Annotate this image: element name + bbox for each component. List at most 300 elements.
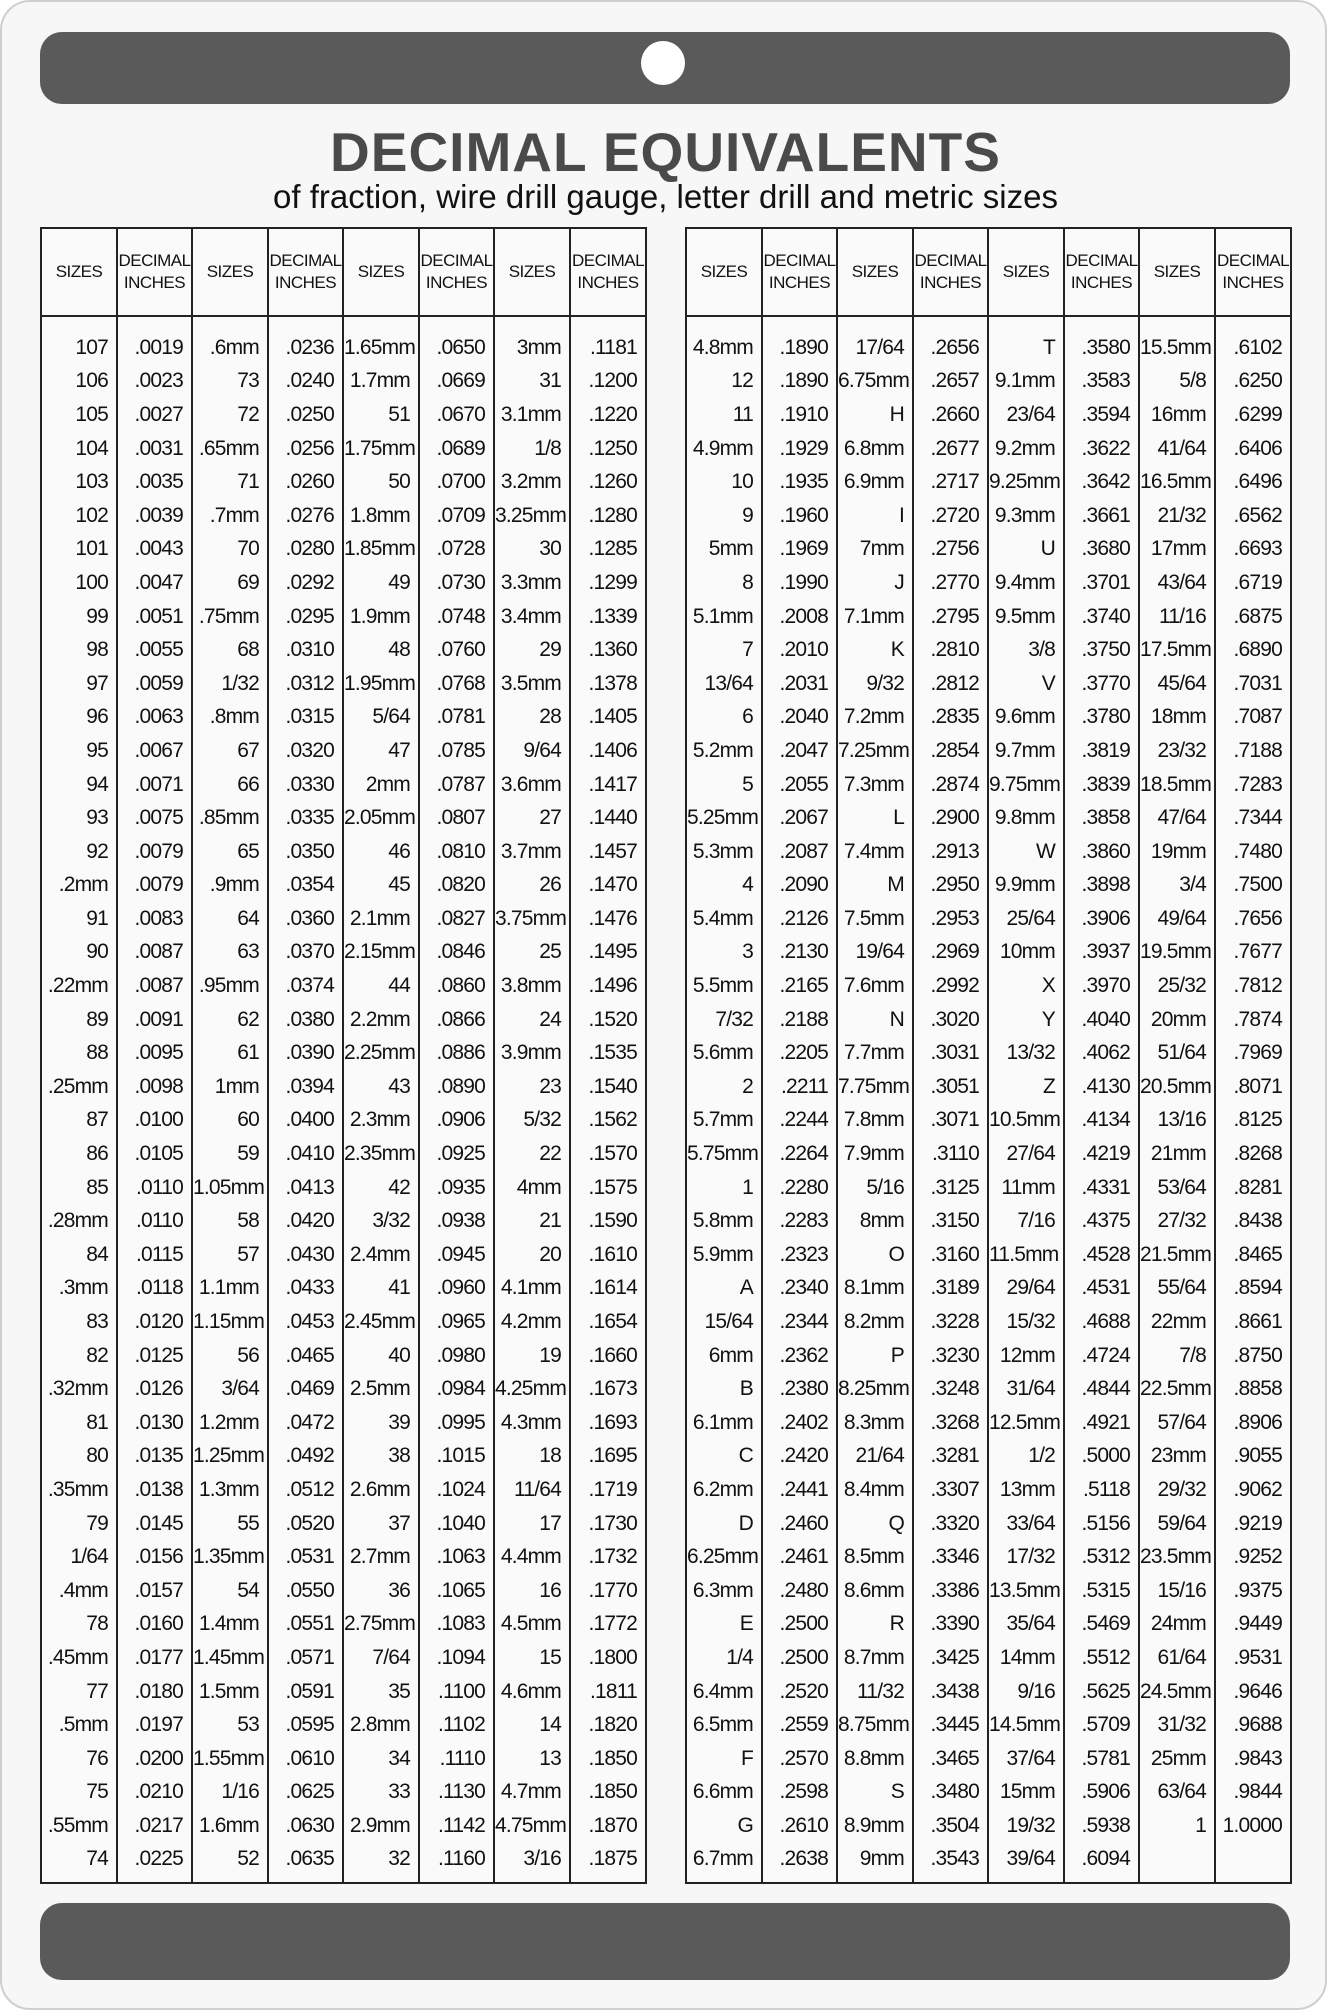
decimal-cell: .2570 — [762, 1742, 837, 1776]
size-cell: B — [686, 1372, 762, 1406]
size-cell: .8mm — [192, 701, 268, 735]
size-cell: .75mm — [192, 600, 268, 634]
size-cell: R — [837, 1608, 913, 1642]
size-cell: 1.35mm — [192, 1540, 268, 1574]
size-cell: 42 — [343, 1171, 419, 1205]
decimal-cell: .5000 — [1064, 1440, 1139, 1474]
size-cell: 3.3mm — [494, 566, 570, 600]
right-table-body — [686, 316, 1291, 1883]
decimal-cell: .0145 — [117, 1507, 192, 1541]
size-cell: 3/16 — [494, 1843, 570, 1883]
decimal-cell: .2500 — [762, 1641, 837, 1675]
size-cell: 15/16 — [1139, 1574, 1215, 1608]
decimal-cell: .0118 — [117, 1272, 192, 1306]
size-cell: 11mm — [988, 1171, 1064, 1205]
size-cell: 8.9mm — [837, 1809, 913, 1843]
table-row — [41, 1776, 646, 1810]
decimal-cell: .3780 — [1064, 701, 1139, 735]
size-cell: 70 — [192, 533, 268, 567]
size-cell: 59 — [192, 1137, 268, 1171]
table-row — [686, 316, 1291, 365]
size-cell: 9.5mm — [988, 600, 1064, 634]
size-cell: 25mm — [1139, 1742, 1215, 1776]
decimal-cell: .2950 — [913, 869, 988, 903]
header-sizes: SIZES — [343, 228, 419, 316]
size-cell: 51/64 — [1139, 1036, 1215, 1070]
table-row — [41, 1036, 646, 1070]
decimal-cell: .1040 — [419, 1507, 494, 1541]
size-cell: 17/64 — [837, 316, 913, 365]
decimal-cell: .5118 — [1064, 1473, 1139, 1507]
size-cell: O — [837, 1238, 913, 1272]
decimal-cell: .3480 — [913, 1776, 988, 1810]
decimal-cell: .6875 — [1215, 600, 1291, 634]
table-row — [686, 600, 1291, 634]
size-cell: 4.6mm — [494, 1675, 570, 1709]
size-cell: .25mm — [41, 1070, 117, 1104]
size-cell: 7/32 — [686, 1003, 762, 1037]
size-cell: 1.75mm — [343, 432, 419, 466]
size-cell: 1.3mm — [192, 1473, 268, 1507]
size-cell: 3.9mm — [494, 1036, 570, 1070]
size-cell: 1.05mm — [192, 1171, 268, 1205]
decimal-cell: .2500 — [762, 1608, 837, 1642]
size-cell: 11/32 — [837, 1675, 913, 1709]
decimal-cell: .0360 — [268, 902, 343, 936]
table-row — [41, 1272, 646, 1306]
decimal-cell: .0023 — [117, 365, 192, 399]
table-row — [686, 835, 1291, 869]
size-cell: 15.5mm — [1139, 316, 1215, 365]
table-row — [686, 566, 1291, 600]
decimal-cell: .3031 — [913, 1036, 988, 1070]
table-row — [41, 398, 646, 432]
table-row — [41, 1742, 646, 1776]
size-cell: 4.8mm — [686, 316, 762, 365]
size-cell: 1.8mm — [343, 499, 419, 533]
decimal-cell: .3594 — [1064, 398, 1139, 432]
size-cell: X — [988, 969, 1064, 1003]
decimal-cell: .1590 — [570, 1204, 646, 1238]
table-row — [686, 1440, 1291, 1474]
decimal-cell: .0180 — [117, 1675, 192, 1709]
decimal-cell: .3160 — [913, 1238, 988, 1272]
size-cell: 23mm — [1139, 1440, 1215, 1474]
decimal-cell: .0551 — [268, 1608, 343, 1642]
size-cell: 3mm — [494, 316, 570, 365]
size-cell: 7.5mm — [837, 902, 913, 936]
decimal-cell: .1406 — [570, 734, 646, 768]
decimal-cell: .0079 — [117, 869, 192, 903]
table-header-row — [41, 228, 646, 316]
size-cell: 4.7mm — [494, 1776, 570, 1810]
decimal-cell: .3189 — [913, 1272, 988, 1306]
decimal-cell: .0295 — [268, 600, 343, 634]
table-row — [686, 1473, 1291, 1507]
size-cell: 9/16 — [988, 1675, 1064, 1709]
decimal-cell: .2657 — [913, 365, 988, 399]
size-cell: 2.05mm — [343, 801, 419, 835]
table-row — [686, 365, 1291, 399]
size-cell: 4.3mm — [494, 1406, 570, 1440]
size-cell: 49/64 — [1139, 902, 1215, 936]
size-cell: 74 — [41, 1843, 117, 1883]
size-cell: 81 — [41, 1406, 117, 1440]
header-sizes: SIZES — [686, 228, 762, 316]
decimal-cell: .9055 — [1215, 1440, 1291, 1474]
decimal-cell: .1065 — [419, 1574, 494, 1608]
table-row — [41, 533, 646, 567]
size-cell: 35 — [343, 1675, 419, 1709]
size-cell: .4mm — [41, 1574, 117, 1608]
size-cell: 7.8mm — [837, 1104, 913, 1138]
decimal-cell: .4531 — [1064, 1272, 1139, 1306]
size-cell: 41/64 — [1139, 432, 1215, 466]
decimal-cell: .2008 — [762, 600, 837, 634]
size-cell: 72 — [192, 398, 268, 432]
size-cell: 61 — [192, 1036, 268, 1070]
decimal-cell: .2874 — [913, 768, 988, 802]
size-cell: 1/16 — [192, 1776, 268, 1810]
table-row — [41, 1507, 646, 1541]
decimal-cell: .7344 — [1215, 801, 1291, 835]
table-row — [686, 1641, 1291, 1675]
size-cell: 7/16 — [988, 1204, 1064, 1238]
decimal-cell: .0728 — [419, 533, 494, 567]
decimal-cell: .0669 — [419, 365, 494, 399]
decimal-cell: .0087 — [117, 969, 192, 1003]
size-cell: 89 — [41, 1003, 117, 1037]
table-row — [686, 1574, 1291, 1608]
decimal-cell: .1910 — [762, 398, 837, 432]
decimal-cell: .7500 — [1215, 869, 1291, 903]
size-cell: F — [686, 1742, 762, 1776]
left-table-body — [41, 316, 646, 1883]
decimal-cell: .3465 — [913, 1742, 988, 1776]
decimal-cell: .0531 — [268, 1540, 343, 1574]
size-cell: 105 — [41, 398, 117, 432]
decimal-cell: .0469 — [268, 1372, 343, 1406]
size-cell: 55 — [192, 1507, 268, 1541]
decimal-cell: .0225 — [117, 1843, 192, 1883]
size-cell: 7 — [686, 633, 762, 667]
decimal-cell: .0098 — [117, 1070, 192, 1104]
decimal-cell: .3150 — [913, 1204, 988, 1238]
table-row — [41, 1473, 646, 1507]
decimal-cell: .3819 — [1064, 734, 1139, 768]
size-cell: 31/32 — [1139, 1708, 1215, 1742]
size-cell: 21mm — [1139, 1137, 1215, 1171]
size-cell: 2.6mm — [343, 1473, 419, 1507]
table-row — [41, 768, 646, 802]
decimal-cell: .0095 — [117, 1036, 192, 1070]
size-cell: 5/16 — [837, 1171, 913, 1205]
size-cell: Z — [988, 1070, 1064, 1104]
size-cell: 22mm — [1139, 1305, 1215, 1339]
decimal-cell: .0610 — [268, 1742, 343, 1776]
decimal-cell: .0083 — [117, 902, 192, 936]
decimal-cell: .9449 — [1215, 1608, 1291, 1642]
size-cell: 4 — [686, 869, 762, 903]
decimal-cell: .3438 — [913, 1675, 988, 1709]
decimal-cell: .1476 — [570, 902, 646, 936]
table-row — [41, 1238, 646, 1272]
table-row — [41, 1440, 646, 1474]
size-cell: 7.6mm — [837, 969, 913, 1003]
size-cell: 9.8mm — [988, 801, 1064, 835]
size-cell: .22mm — [41, 969, 117, 1003]
decimal-cell: .5512 — [1064, 1641, 1139, 1675]
decimal-cell: .2126 — [762, 902, 837, 936]
decimal-cell: .3680 — [1064, 533, 1139, 567]
decimal-cell: .1260 — [570, 465, 646, 499]
decimal-cell: .1960 — [762, 499, 837, 533]
size-cell: 27 — [494, 801, 570, 835]
hanging-hole — [641, 41, 685, 85]
decimal-cell: .4040 — [1064, 1003, 1139, 1037]
decimal-cell: .2010 — [762, 633, 837, 667]
decimal-cell: .2055 — [762, 768, 837, 802]
size-cell: 62 — [192, 1003, 268, 1037]
decimal-cell: .0320 — [268, 734, 343, 768]
decimal-cell: .0075 — [117, 801, 192, 835]
decimal-cell: .2165 — [762, 969, 837, 1003]
size-cell: 6.9mm — [837, 465, 913, 499]
table-row — [686, 1608, 1291, 1642]
decimal-cell: .0079 — [117, 835, 192, 869]
size-cell: 20 — [494, 1238, 570, 1272]
decimal-cell: .0087 — [117, 936, 192, 970]
decimal-cell: .3020 — [913, 1003, 988, 1037]
size-cell: 100 — [41, 566, 117, 600]
decimal-cell: .8281 — [1215, 1171, 1291, 1205]
size-cell: 32 — [343, 1843, 419, 1883]
decimal-cell: .4688 — [1064, 1305, 1139, 1339]
size-cell: 7.75mm — [837, 1070, 913, 1104]
decimal-cell: .0031 — [117, 432, 192, 466]
decimal-cell: .0886 — [419, 1036, 494, 1070]
size-cell: 23.5mm — [1139, 1540, 1215, 1574]
decimal-cell: .1360 — [570, 633, 646, 667]
table-row — [686, 1238, 1291, 1272]
decimal-cell: .0995 — [419, 1406, 494, 1440]
size-cell: 1/4 — [686, 1641, 762, 1675]
decimal-cell: .1015 — [419, 1440, 494, 1474]
decimal-cell: .0177 — [117, 1641, 192, 1675]
table-row — [686, 1036, 1291, 1070]
decimal-cell: .0430 — [268, 1238, 343, 1272]
decimal-cell: .0709 — [419, 499, 494, 533]
size-cell: 20mm — [1139, 1003, 1215, 1037]
table-row — [686, 432, 1291, 466]
size-cell: 3.7mm — [494, 835, 570, 869]
size-cell: M — [837, 869, 913, 903]
table-row — [686, 1406, 1291, 1440]
decimal-cell: .1850 — [570, 1776, 646, 1810]
decimal-cell: .0312 — [268, 667, 343, 701]
decimal-cell: .2362 — [762, 1339, 837, 1373]
decimal-cell: .3839 — [1064, 768, 1139, 802]
decimal-cell: .3937 — [1064, 936, 1139, 970]
decimal-cell: .9375 — [1215, 1574, 1291, 1608]
size-cell: 4.5mm — [494, 1608, 570, 1642]
decimal-cell: .7031 — [1215, 667, 1291, 701]
decimal-cell: .0110 — [117, 1171, 192, 1205]
size-cell: 41 — [343, 1272, 419, 1306]
size-cell: 6.2mm — [686, 1473, 762, 1507]
table-row — [686, 902, 1291, 936]
decimal-cell: .9646 — [1215, 1675, 1291, 1709]
size-cell: 65 — [192, 835, 268, 869]
table-row — [686, 1070, 1291, 1104]
bottom-band — [40, 1903, 1290, 1980]
size-cell: 11.5mm — [988, 1238, 1064, 1272]
size-cell: 2.45mm — [343, 1305, 419, 1339]
decimal-cell: .3580 — [1064, 316, 1139, 365]
size-cell: 46 — [343, 835, 419, 869]
size-cell: A — [686, 1272, 762, 1306]
decimal-cell: .6562 — [1215, 499, 1291, 533]
decimal-cell: .1063 — [419, 1540, 494, 1574]
header-decimal-inches: DECIMAL INCHES — [117, 228, 192, 316]
decimal-cell: .2677 — [913, 432, 988, 466]
decimal-cell: .3661 — [1064, 499, 1139, 533]
size-cell: 93 — [41, 801, 117, 835]
decimal-cell: .8858 — [1215, 1372, 1291, 1406]
table-row — [686, 465, 1291, 499]
size-cell: 6.3mm — [686, 1574, 762, 1608]
decimal-cell: .1280 — [570, 499, 646, 533]
size-cell: 8.2mm — [837, 1305, 913, 1339]
decimal-cell: .1660 — [570, 1339, 646, 1373]
decimal-cell: .3750 — [1064, 633, 1139, 667]
decimal-cell: .6496 — [1215, 465, 1291, 499]
decimal-cell: .2087 — [762, 835, 837, 869]
table-row — [686, 1708, 1291, 1742]
size-cell: 39 — [343, 1406, 419, 1440]
size-cell: 51 — [343, 398, 419, 432]
decimal-cell: .2480 — [762, 1574, 837, 1608]
table-row — [41, 1204, 646, 1238]
decimal-cell: .2854 — [913, 734, 988, 768]
page-subtitle: of fraction, wire drill gauge, letter drill and metric sizes — [273, 178, 1058, 215]
size-cell: 28 — [494, 701, 570, 735]
size-cell: .7mm — [192, 499, 268, 533]
decimal-cell: .0160 — [117, 1608, 192, 1642]
size-cell: 1 — [1139, 1809, 1215, 1843]
size-cell: 13/16 — [1139, 1104, 1215, 1138]
decimal-cell: .0625 — [268, 1776, 343, 1810]
size-cell: 5/8 — [1139, 365, 1215, 399]
decimal-cell: .0760 — [419, 633, 494, 667]
size-cell: 11/64 — [494, 1473, 570, 1507]
size-cell: 1.85mm — [343, 533, 419, 567]
size-cell: 77 — [41, 1675, 117, 1709]
table-row — [686, 768, 1291, 802]
size-cell: 9.3mm — [988, 499, 1064, 533]
size-cell: 8.7mm — [837, 1641, 913, 1675]
size-cell: 9.7mm — [988, 734, 1064, 768]
decimal-cell: .2610 — [762, 1809, 837, 1843]
decimal-cell: .3642 — [1064, 465, 1139, 499]
decimal-cell: .1875 — [570, 1843, 646, 1883]
size-cell: 9.75mm — [988, 768, 1064, 802]
size-cell: 5.75mm — [686, 1137, 762, 1171]
decimal-cell: .0330 — [268, 768, 343, 802]
decimal-cell: .1100 — [419, 1675, 494, 1709]
size-cell: 92 — [41, 835, 117, 869]
size-cell: 6.8mm — [837, 432, 913, 466]
decimal-cell — [1215, 1843, 1291, 1883]
table-row — [686, 398, 1291, 432]
size-cell: 5 — [686, 768, 762, 802]
size-cell: 40 — [343, 1339, 419, 1373]
size-cell: 3/64 — [192, 1372, 268, 1406]
size-cell: 73 — [192, 365, 268, 399]
size-cell: 69 — [192, 566, 268, 600]
size-cell: 43/64 — [1139, 566, 1215, 600]
table-row — [41, 801, 646, 835]
decimal-cell: .3281 — [913, 1440, 988, 1474]
table-row — [686, 734, 1291, 768]
size-cell: 7.2mm — [837, 701, 913, 735]
decimal-cell: .3268 — [913, 1406, 988, 1440]
decimal-cell: .7480 — [1215, 835, 1291, 869]
decimal-cell: .0785 — [419, 734, 494, 768]
size-cell: 21.5mm — [1139, 1238, 1215, 1272]
size-cell: 10mm — [988, 936, 1064, 970]
table-row — [41, 1608, 646, 1642]
size-cell: 107 — [41, 316, 117, 365]
size-cell: 58 — [192, 1204, 268, 1238]
decimal-cell: .3906 — [1064, 902, 1139, 936]
size-cell: 4mm — [494, 1171, 570, 1205]
decimal-cell: .0410 — [268, 1137, 343, 1171]
decimal-cell: .0156 — [117, 1540, 192, 1574]
table-row — [686, 667, 1291, 701]
decimal-cell: .1575 — [570, 1171, 646, 1205]
decimal-cell: .2067 — [762, 801, 837, 835]
decimal-cell: .0292 — [268, 566, 343, 600]
decimal-cell: .1130 — [419, 1776, 494, 1810]
size-cell: 16.5mm — [1139, 465, 1215, 499]
size-cell: 1.7mm — [343, 365, 419, 399]
decimal-cell: .3860 — [1064, 835, 1139, 869]
size-cell: 4.1mm — [494, 1272, 570, 1306]
decimal-cell: .4724 — [1064, 1339, 1139, 1373]
decimal-cell: .3346 — [913, 1540, 988, 1574]
decimal-cell: .0768 — [419, 667, 494, 701]
decimal-cell: .1850 — [570, 1742, 646, 1776]
decimal-cell: .1772 — [570, 1608, 646, 1642]
decimal-cell: .2188 — [762, 1003, 837, 1037]
size-cell: 2.15mm — [343, 936, 419, 970]
decimal-cell: .0820 — [419, 869, 494, 903]
size-cell: 1/2 — [988, 1440, 1064, 1474]
decimal-cell: .2344 — [762, 1305, 837, 1339]
right-conversion-table — [685, 227, 1292, 1884]
decimal-cell: .4062 — [1064, 1036, 1139, 1070]
size-cell: 9/64 — [494, 734, 570, 768]
left-conversion-table — [40, 227, 647, 1884]
decimal-cell: .0635 — [268, 1843, 343, 1883]
size-cell: 61/64 — [1139, 1641, 1215, 1675]
table-row — [686, 1809, 1291, 1843]
decimal-cell: .2441 — [762, 1473, 837, 1507]
decimal-cell: .0236 — [268, 316, 343, 365]
decimal-cell: .1732 — [570, 1540, 646, 1574]
decimal-cell: .1181 — [570, 316, 646, 365]
